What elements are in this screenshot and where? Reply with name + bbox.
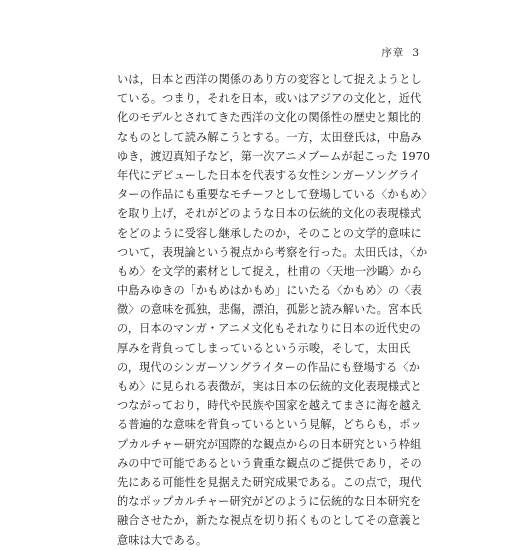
running-head <box>381 45 420 60</box>
text-line: 徴〉の意味を孤独，悲傷，漂泊，孤影と読み解いた。宮本氏 <box>117 303 422 317</box>
text-line: 化のモデルとされてきた西洋の文化の関係性の歴史と類比的 <box>117 111 422 125</box>
text-line: ついて，表現論という視点から考察を行った。太田氏は，〈か <box>117 245 428 259</box>
text-line: 的なポップカルチャー研究がどのように伝統的な日本研究を <box>117 495 422 509</box>
text-line: みの中で可能であるという貴重な観点のご提供であり，その <box>117 456 422 470</box>
text-line: ゆき，渡辺真知子など，第一次アニメブームが起こった 1970 <box>117 149 431 163</box>
text-line: もめ〉を文学的素材として捉え，杜甫の〈天地一沙鷗〉から <box>117 264 423 278</box>
text-line: を取り上げ，それがどのような日本の伝統的文化の表現様式 <box>117 207 422 221</box>
text-line: なものとして読み解こうとする。一方，太田登氏は，中島み <box>117 130 422 144</box>
text-line: ている。つまり，それを日本，或いはアジアの文化と，近代 <box>117 92 422 106</box>
page-number: 3 <box>412 47 420 59</box>
chapter-title: 序章 <box>381 47 405 59</box>
text-line: プカルチャー研究が国際的な観点からの日本研究という枠組 <box>117 437 422 451</box>
text-line: 厚みを背負ってしまっているという示唆，そして，太田氏 <box>117 341 411 355</box>
text-line: 年代にデビューした日本を代表する女性シンガーソングライ <box>117 168 421 182</box>
text-line: もめ〉に見られる表徴が，実は日本の伝統的文化表現様式と <box>117 380 422 393</box>
text-line: をどのように受容し継承したのか，そのことの文学的意味に <box>117 226 422 240</box>
text-line: いは，日本と西洋の関係のあり方の変容として捉えようとし <box>117 73 422 86</box>
body-text <box>117 70 433 550</box>
text-line: 融合させたか，新たな視点を切り拓くものとしてその意義と <box>117 514 422 528</box>
text-line: ターの作品にも重要なモチーフとして登場している〈かもめ〉 <box>117 188 433 202</box>
text-line: 先にある可能性を見据えた研究成果である。この点で，現代 <box>117 475 422 489</box>
text-line: の，日本のマンガ・アニメ文化もそれなりに日本の近代史の <box>117 322 421 336</box>
text-line: の，現代のシンガーソングライターの作品にも登場する〈か <box>117 360 421 374</box>
text-line: つながっており，時代や民族や国家を越えてまさに海を越え <box>117 399 422 413</box>
text-line: 意味は大である。 <box>117 533 208 547</box>
text-line: る普遍的な意味を背負っているという見解，どちらも，ポッ <box>117 418 422 432</box>
text-line: 中島みゆきの「かもめはかもめ」にいたる〈かもめ〉の〈表 <box>117 284 422 298</box>
